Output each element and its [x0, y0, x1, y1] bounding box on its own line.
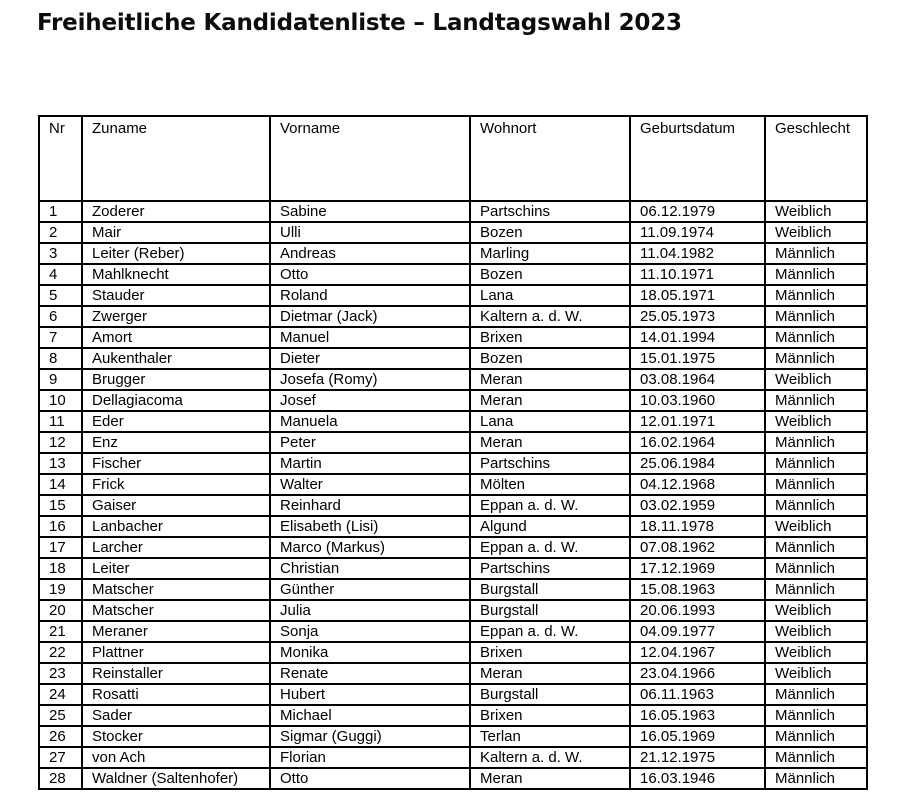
table-cell: Männlich	[765, 474, 867, 495]
table-cell: Brixen	[470, 327, 630, 348]
table-cell: 4	[39, 264, 82, 285]
table-cell: 28	[39, 768, 82, 789]
table-cell: Männlich	[765, 453, 867, 474]
table-cell: 11.09.1974	[630, 222, 765, 243]
table-cell: Partschins	[470, 201, 630, 222]
table-cell: Amort	[82, 327, 270, 348]
table-cell: 11.04.1982	[630, 243, 765, 264]
table-cell: Männlich	[765, 243, 867, 264]
table-body	[39, 201, 867, 789]
table-row	[39, 558, 867, 579]
table-cell: Weiblich	[765, 642, 867, 663]
table-cell: 23	[39, 663, 82, 684]
table-cell: 03.02.1959	[630, 495, 765, 516]
table-cell: 15.01.1975	[630, 348, 765, 369]
table-cell: Stocker	[82, 726, 270, 747]
page-title: Freiheitliche Kandidatenliste – Landtagswahl 2023	[37, 10, 682, 36]
table-cell: Matscher	[82, 600, 270, 621]
table-cell: Waldner (Saltenhofer)	[82, 768, 270, 789]
table-row	[39, 768, 867, 789]
table-cell: Männlich	[765, 747, 867, 768]
table-cell: 16.05.1963	[630, 705, 765, 726]
table-cell: 14.01.1994	[630, 327, 765, 348]
table-cell: 03.08.1964	[630, 369, 765, 390]
table-cell: Peter	[270, 432, 470, 453]
table-cell: 04.12.1968	[630, 474, 765, 495]
table-row	[39, 579, 867, 600]
table-cell: Mölten	[470, 474, 630, 495]
table-cell: Partschins	[470, 558, 630, 579]
table-cell: 15	[39, 495, 82, 516]
table-cell: Brixen	[470, 642, 630, 663]
table-cell: Männlich	[765, 705, 867, 726]
table-row	[39, 285, 867, 306]
table-cell: Männlich	[765, 726, 867, 747]
table-cell: 24	[39, 684, 82, 705]
table-cell: Männlich	[765, 495, 867, 516]
table-row	[39, 390, 867, 411]
table-cell: 8	[39, 348, 82, 369]
table-cell: Walter	[270, 474, 470, 495]
table-cell: Meran	[470, 390, 630, 411]
table-cell: Monika	[270, 642, 470, 663]
table-cell: 1	[39, 201, 82, 222]
table-cell: 6	[39, 306, 82, 327]
table-cell: 7	[39, 327, 82, 348]
table-cell: 25.05.1973	[630, 306, 765, 327]
table-cell: 18.11.1978	[630, 516, 765, 537]
table-row	[39, 642, 867, 663]
table-cell: Mahlknecht	[82, 264, 270, 285]
table-cell: Männlich	[765, 327, 867, 348]
table-cell: 21	[39, 621, 82, 642]
table-cell: Weiblich	[765, 621, 867, 642]
table-cell: Dietmar (Jack)	[270, 306, 470, 327]
table-cell: 18	[39, 558, 82, 579]
table-cell: 19	[39, 579, 82, 600]
table-cell: 17.12.1969	[630, 558, 765, 579]
table-cell: Bozen	[470, 264, 630, 285]
table-cell: 06.11.1963	[630, 684, 765, 705]
table-cell: Zwerger	[82, 306, 270, 327]
table-cell: Rosatti	[82, 684, 270, 705]
table-row	[39, 222, 867, 243]
table-cell: 16.03.1946	[630, 768, 765, 789]
table-row	[39, 747, 867, 768]
table-cell: Burgstall	[470, 600, 630, 621]
table-cell: 2	[39, 222, 82, 243]
table-cell: 12	[39, 432, 82, 453]
table-row	[39, 453, 867, 474]
table-cell: 27	[39, 747, 82, 768]
table-row	[39, 600, 867, 621]
table-cell: Weiblich	[765, 663, 867, 684]
table-cell: Marco (Markus)	[270, 537, 470, 558]
table-cell: Hubert	[270, 684, 470, 705]
table-cell: Weiblich	[765, 222, 867, 243]
table-cell: 10.03.1960	[630, 390, 765, 411]
table-cell: Bozen	[470, 348, 630, 369]
table-cell: Zoderer	[82, 201, 270, 222]
table-cell: Eder	[82, 411, 270, 432]
table-cell: Männlich	[765, 264, 867, 285]
table-cell: Frick	[82, 474, 270, 495]
column-header: Geburtsdatum	[630, 116, 765, 201]
table-cell: Christian	[270, 558, 470, 579]
table-cell: Eppan a. d. W.	[470, 495, 630, 516]
table-cell: Meran	[470, 768, 630, 789]
table-row	[39, 306, 867, 327]
table-cell: 14	[39, 474, 82, 495]
table-cell: 26	[39, 726, 82, 747]
table-cell: Dieter	[270, 348, 470, 369]
table-cell: 3	[39, 243, 82, 264]
table-header-row	[39, 116, 867, 201]
table-cell: Reinstaller	[82, 663, 270, 684]
table-row	[39, 537, 867, 558]
table-cell: Ulli	[270, 222, 470, 243]
table-cell: Männlich	[765, 306, 867, 327]
column-header: Zuname	[82, 116, 270, 201]
table-cell: Burgstall	[470, 684, 630, 705]
table-cell: 25.06.1984	[630, 453, 765, 474]
table-cell: Weiblich	[765, 369, 867, 390]
table-cell: 13	[39, 453, 82, 474]
table-cell: Plattner	[82, 642, 270, 663]
table-cell: Roland	[270, 285, 470, 306]
table-cell: Meran	[470, 432, 630, 453]
table-cell: Kaltern a. d. W.	[470, 747, 630, 768]
table-cell: Elisabeth (Lisi)	[270, 516, 470, 537]
table-cell: 12.01.1971	[630, 411, 765, 432]
table-cell: Männlich	[765, 768, 867, 789]
table-row	[39, 495, 867, 516]
table-cell: 06.12.1979	[630, 201, 765, 222]
table-cell: Männlich	[765, 558, 867, 579]
table-cell: Weiblich	[765, 201, 867, 222]
table-cell: Männlich	[765, 432, 867, 453]
table-row	[39, 621, 867, 642]
table-cell: Männlich	[765, 684, 867, 705]
table-cell: Bozen	[470, 222, 630, 243]
table-cell: Lanbacher	[82, 516, 270, 537]
table-cell: Männlich	[765, 285, 867, 306]
table-cell: 22	[39, 642, 82, 663]
table-row	[39, 327, 867, 348]
table-cell: Algund	[470, 516, 630, 537]
table-row	[39, 663, 867, 684]
table-cell: 10	[39, 390, 82, 411]
table-cell: Stauder	[82, 285, 270, 306]
table-row	[39, 411, 867, 432]
table-row	[39, 369, 867, 390]
table-row	[39, 726, 867, 747]
table-cell: Renate	[270, 663, 470, 684]
table-cell: Gaiser	[82, 495, 270, 516]
table-cell: 23.04.1966	[630, 663, 765, 684]
table-cell: Männlich	[765, 348, 867, 369]
table-cell: 9	[39, 369, 82, 390]
table-cell: Sigmar (Guggi)	[270, 726, 470, 747]
table-cell: Leiter	[82, 558, 270, 579]
table-cell: Weiblich	[765, 600, 867, 621]
table-row	[39, 264, 867, 285]
table-cell: Lana	[470, 285, 630, 306]
table-cell: 18.05.1971	[630, 285, 765, 306]
table-cell: Josefa (Romy)	[270, 369, 470, 390]
table-cell: 11.10.1971	[630, 264, 765, 285]
table-cell: Reinhard	[270, 495, 470, 516]
column-header: Wohnort	[470, 116, 630, 201]
table-cell: Meran	[470, 369, 630, 390]
table-cell: Eppan a. d. W.	[470, 621, 630, 642]
table-cell: Enz	[82, 432, 270, 453]
table-cell: Aukenthaler	[82, 348, 270, 369]
table-cell: Julia	[270, 600, 470, 621]
table-cell: Lana	[470, 411, 630, 432]
table-cell: Fischer	[82, 453, 270, 474]
table-cell: Brugger	[82, 369, 270, 390]
table-cell: 16	[39, 516, 82, 537]
table-cell: Marling	[470, 243, 630, 264]
table-cell: Manuela	[270, 411, 470, 432]
table-cell: 16.02.1964	[630, 432, 765, 453]
table-cell: Meraner	[82, 621, 270, 642]
table-cell: 15.08.1963	[630, 579, 765, 600]
table-cell: Larcher	[82, 537, 270, 558]
table-cell: Dellagiacoma	[82, 390, 270, 411]
column-header: Nr	[39, 116, 82, 201]
table-cell: Terlan	[470, 726, 630, 747]
table-cell: Kaltern a. d. W.	[470, 306, 630, 327]
table-cell: Weiblich	[765, 516, 867, 537]
table-cell: 17	[39, 537, 82, 558]
table-cell: Günther	[270, 579, 470, 600]
table-cell: Otto	[270, 768, 470, 789]
table-cell: Matscher	[82, 579, 270, 600]
table-cell: Mair	[82, 222, 270, 243]
table-cell: Meran	[470, 663, 630, 684]
table-header	[39, 116, 867, 201]
table-cell: 04.09.1977	[630, 621, 765, 642]
table-row	[39, 474, 867, 495]
table-cell: 21.12.1975	[630, 747, 765, 768]
table-cell: 16.05.1969	[630, 726, 765, 747]
table-row	[39, 348, 867, 369]
table-cell: Martin	[270, 453, 470, 474]
table-cell: Michael	[270, 705, 470, 726]
table-cell: Partschins	[470, 453, 630, 474]
table-cell: Sonja	[270, 621, 470, 642]
table-cell: Leiter (Reber)	[82, 243, 270, 264]
table-cell: Männlich	[765, 390, 867, 411]
table-cell: von Ach	[82, 747, 270, 768]
table-row	[39, 684, 867, 705]
table-cell: Manuel	[270, 327, 470, 348]
table-cell: 12.04.1967	[630, 642, 765, 663]
table-cell: 07.08.1962	[630, 537, 765, 558]
table-row	[39, 705, 867, 726]
table-cell: 20	[39, 600, 82, 621]
table-cell: Burgstall	[470, 579, 630, 600]
table-cell: Sader	[82, 705, 270, 726]
table-cell: 25	[39, 705, 82, 726]
table-cell: Otto	[270, 264, 470, 285]
table-cell: Florian	[270, 747, 470, 768]
table-row	[39, 201, 867, 222]
table-cell: 5	[39, 285, 82, 306]
table-cell: 11	[39, 411, 82, 432]
column-header: Geschlecht	[765, 116, 867, 201]
column-header: Vorname	[270, 116, 470, 201]
table-cell: Andreas	[270, 243, 470, 264]
table-cell: Männlich	[765, 579, 867, 600]
table-cell: Josef	[270, 390, 470, 411]
candidate-table	[38, 115, 868, 790]
table-cell: Eppan a. d. W.	[470, 537, 630, 558]
table-cell: Weiblich	[765, 411, 867, 432]
table-cell: Sabine	[270, 201, 470, 222]
table-cell: Männlich	[765, 537, 867, 558]
table-row	[39, 516, 867, 537]
table-cell: Brixen	[470, 705, 630, 726]
table-row	[39, 432, 867, 453]
table-row	[39, 243, 867, 264]
table-cell: 20.06.1993	[630, 600, 765, 621]
